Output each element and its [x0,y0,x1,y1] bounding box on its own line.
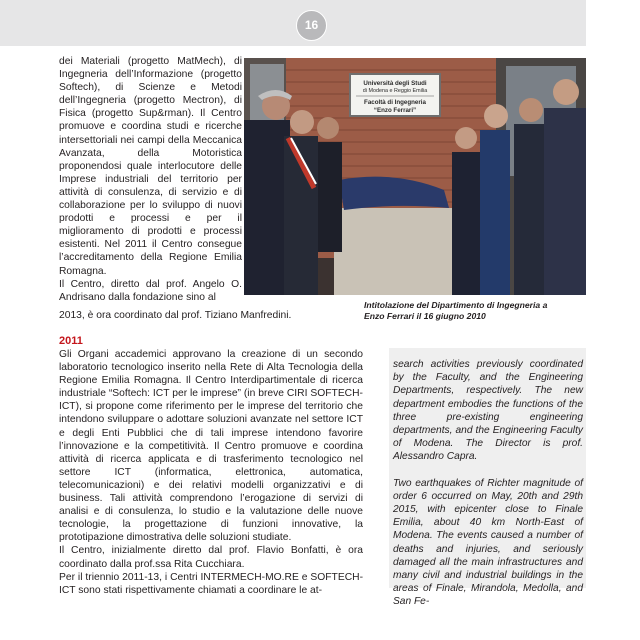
photo-illustration [244,58,586,295]
page-margin [586,0,640,640]
ceremony-photo [244,58,586,295]
paragraph-tail: 2013, è ora coordinato dal prof. Tiziano Manfredini. [59,310,292,321]
photo-caption: Intitolazione del Dipartimento di Ingegneria a Enzo Ferrari il 16 giugno 2010 [364,300,548,321]
sign-text: di Modena e Reggio Emilia [362,88,428,94]
english-translation [393,358,583,622]
paragraph: Il Centro, inizialmente diretto dal prof. Flavio Bonfatti, è ora coordinato dalla prof.ssa Rita Cucchiara. [59,545,363,570]
main-column-text [59,348,363,597]
paragraph: Il Centro, diretto dal prof. Angelo O. Andrisano dalla fondazione sino al [59,278,242,303]
paragraph: Two earthquakes of Richter magnitude of order 6 occurred on May, 20th and 29th 2015, with epicenter close to Finale Emilia, about 40 km North-East of Modena. The events caused a number of deaths and injuries, and seriously damaged all the main infrastructures and many civil and industrial buildings in the areas of Finale, Mirandola, Medolla, and San Fe- [393,477,583,608]
left-column-text [59,55,242,304]
sign-text: “Enzo Ferrari” [373,107,417,114]
paragraph: search activities previously coordinated by the Faculty, and the Engineering Departments, respectively. The new department embodies the functions of the three pre-existing engineering departments, and the Engineering Faculty of Modena. The Director is prof. Alessandro Capra. [393,359,583,463]
sign-text: Università degli Studi [363,80,427,87]
header-band [0,0,586,46]
paragraph: Gli Organi accademici approvano la creazione di un secondo laboratorio tecnologico inserito nella Rete di Alta Tecnologia della Regione Emilia Romagna. Il Centro Interdipartimentale di ricerca industriale “Softech: ICT per le imprese” (in breve CIRI SOFTECH-ICT), si propone come riferimento per le imprese del territorio che intendono sviluppare o adottare soluzioni avanzate nel settore ICT e degli Enti Pubblici che di tali imprese intendono favorire l’innovazione e la competitività. Il Centro promuove e coordina attività di ricerca applicata e di trasferimento tecnologico nel settore ICT (informatica, elettronica, automatica, telecomunicazioni) e dei relativi modelli organizzativi e di business. Tali attività comprendono l’erogazione di servizi di analisi e di consulenza, lo studio e la valutazione delle nuove tecnologie, la progettazione di funzioni innovative, la prototipazione dimostrativa delle soluzioni studiate. [59,349,363,544]
section-year-heading: 2011 [59,335,83,347]
paragraph: Per il triennio 2011-13, i Centri INTERMECH-MO.RE e SOFTECH-ICT sono stati rispettivamente chiamati a coordinare le at- [59,571,363,596]
sign-text: Facoltà di Ingegneria [364,99,426,106]
page-number: 16 [296,10,327,41]
paragraph: dei Materiali (progetto MatMech), di Ingegneria dell’Informazione (progetto Softech), di Scienze e Metodi dell’Ingegneria (progetto Mectron), di Fisica (progetto Sup&rman). Il Centro promuove e coordina studi e ricerche intersettoriali nei campi della Meccanica Avanzata, della Motoristica proponendosi quale interlocutore delle Imprese industriali del territorio per attività di consulenza, di servizio e di collaborazione per lo sviluppo di nuovi prodotti e processi e per il miglioramento di prodotti e processi esistenti. Nel 2011 il Centro consegue l’accreditamento della Regione Emilia Romagna. [59,56,242,277]
